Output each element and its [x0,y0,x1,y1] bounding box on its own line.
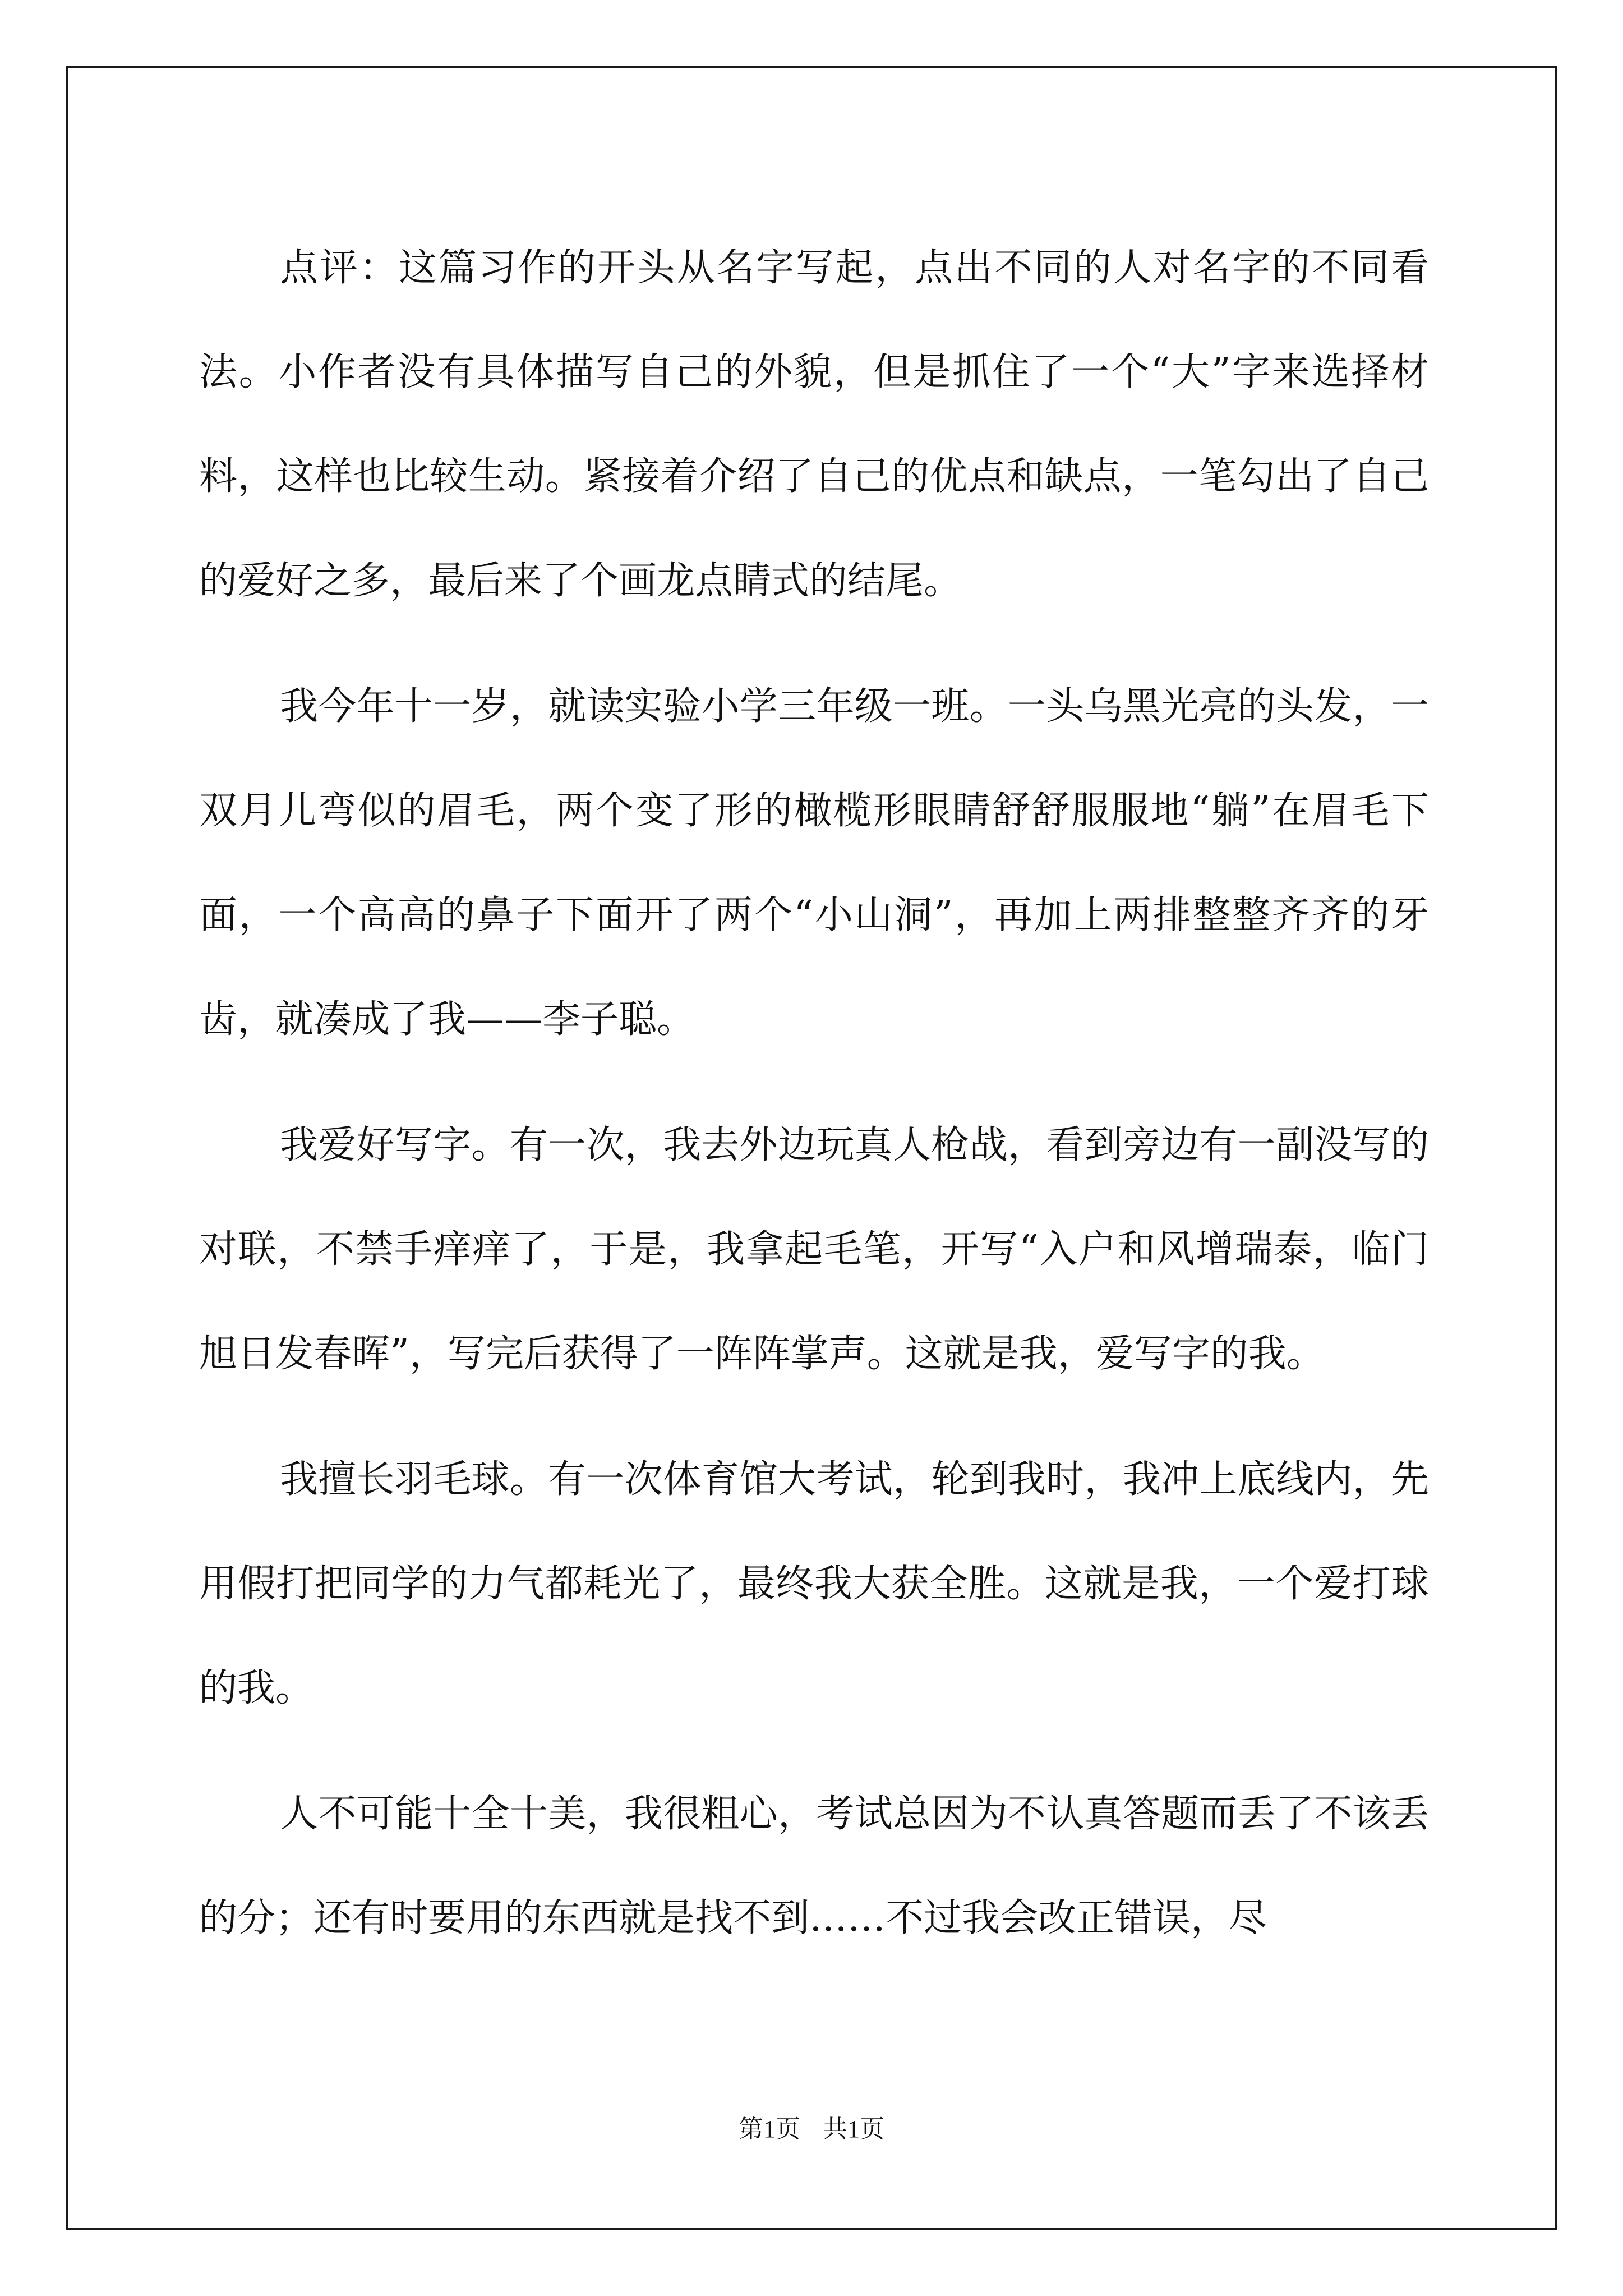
paragraph-self-description: 我今年十一岁，就读实验小学三年级一班。一头乌黑光亮的头发，一双月儿弯似的眉毛，两个变了形的橄榄形眼睛舒舒服服地“躺”在眉毛下面，一个高高的鼻子下面开了两个“小山洞”，再加上两排整整齐齐的牙齿，就凑成了我——李子聪。 [199,684,1429,1042]
document-body [199,216,1429,1971]
page-number: 第1页 [739,2115,800,2143]
page-footer [0,2113,1623,2146]
paragraph-shortcomings: 人不可能十全十美，我很粗心，考试总因为不认真答题而丢了不该丢的分；还有时要用的东西就是找不到……不过我会改正错误，尽 [199,1792,1429,1940]
paragraph-calligraphy: 我爱好写字。有一次，我去外边玩真人枪战，看到旁边有一副没写的对联，不禁手痒痒了，于是，我拿起毛笔，开写“入户和风增瑞泰，临门旭日发春晖”，写完后获得了一阵阵掌声。这就是我，爱写字的我。 [199,1123,1429,1376]
paragraph-comment: 点评：这篇习作的开头从名字写起，点出不同的人对名字的不同看法。小作者没有具体描写自己的外貌，但是抓住了一个“大”字来选择材料，这样也比较生动。紧接着介绍了自己的优点和缺点，一笔勾出了自己的爱好之多，最后来了个画龙点睛式的结尾。 [199,246,1429,603]
paragraph-badminton: 我擅长羽毛球。有一次体育馆大考试，轮到我时，我冲上底线内，先用假打把同学的力气都耗光了，最终我大获全胜。这就是我，一个爱打球的我。 [199,1457,1429,1710]
page-total: 共1页 [823,2115,884,2143]
